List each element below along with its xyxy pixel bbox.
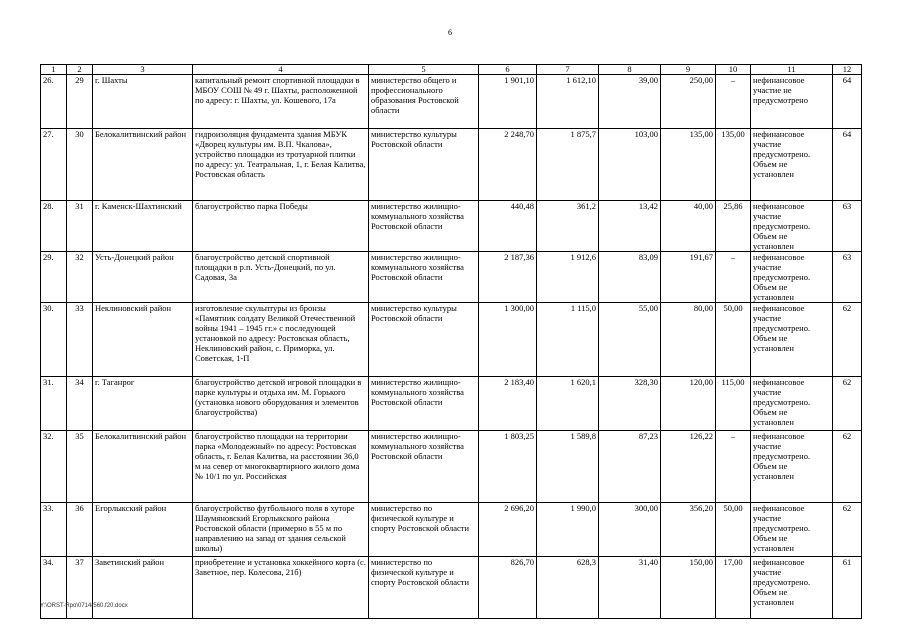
header-cell: 12 <box>833 65 862 75</box>
cell-col9: 356,20 <box>661 503 716 557</box>
cell-col12: 64 <box>833 75 862 129</box>
cell-col12: 63 <box>833 252 862 303</box>
cell-col8: 13,42 <box>599 201 661 252</box>
cell-col2: 37 <box>67 557 93 619</box>
cell-col1: 29. <box>41 252 67 303</box>
cell-col6: 1 803,25 <box>479 431 537 503</box>
header-cell: 3 <box>93 65 193 75</box>
cell-col4: благоустройство футбольного поля в хуторе Шаумяновский Егорлыкского района Ростовской области (примерно в 55 м по направлению на запад от здания сельской школы) <box>193 503 369 557</box>
cell-col5: министерство жилищно-коммунального хозяйства Ростовской области <box>369 252 479 303</box>
cell-col8: 39,00 <box>599 75 661 129</box>
cell-col11: нефинансовое участие предусмотрено. Объем не установлен <box>751 303 833 377</box>
cell-col1: 32. <box>41 431 67 503</box>
cell-col9: 250,00 <box>661 75 716 129</box>
cell-col7: 361,2 <box>537 201 599 252</box>
header-cell: 9 <box>661 65 716 75</box>
cell-col3: г. Шахты <box>93 75 193 129</box>
cell-col12: 62 <box>833 377 862 431</box>
cell-col1: 34. <box>41 557 67 619</box>
cell-col4: благоустройство детской спортивной площадки в р.п. Усть-Донецкий, по ул. Садовая, 3а <box>193 252 369 303</box>
cell-col1: 31. <box>41 377 67 431</box>
cell-col2: 34 <box>67 377 93 431</box>
table-row <box>41 252 862 303</box>
file-path-footer: Y:\ORST-Rpo\0714r560.f20.docx <box>40 603 128 609</box>
cell-col3: Заветинский район <box>93 557 193 619</box>
cell-col9: 120,00 <box>661 377 716 431</box>
cell-col9: 150,00 <box>661 557 716 619</box>
cell-col11: нефинансовое участие не предусмотрено <box>751 75 833 129</box>
cell-col3: г. Таганрог <box>93 377 193 431</box>
cell-col5: министерство культуры Ростовской области <box>369 303 479 377</box>
cell-col6: 2 183,40 <box>479 377 537 431</box>
header-cell: 1 <box>41 65 67 75</box>
cell-col1: 27. <box>41 129 67 201</box>
cell-col11: нефинансовое участие предусмотрено. Объем не установлен <box>751 252 833 303</box>
cell-col9: 80,00 <box>661 303 716 377</box>
cell-col9: 135,00 <box>661 129 716 201</box>
cell-col10: 135,00 <box>716 129 751 201</box>
cell-col4: благоустройство площадки на территории парка «Молодежный» по адресу: Ростовская область, г. Белая Калитва, на расстоянии 36,0 м на север от многоквартирного жилого дома № 10/1 по ул. Российская <box>193 431 369 503</box>
cell-col7: 1 115,0 <box>537 303 599 377</box>
cell-col7: 1 612,10 <box>537 75 599 129</box>
cell-col8: 103,00 <box>599 129 661 201</box>
header-cell: 8 <box>599 65 661 75</box>
cell-col2: 35 <box>67 431 93 503</box>
cell-col2: 29 <box>67 75 93 129</box>
cell-col1: 33. <box>41 503 67 557</box>
cell-col9: 191,67 <box>661 252 716 303</box>
table-row <box>41 303 862 377</box>
cell-col2: 30 <box>67 129 93 201</box>
cell-col11: нефинансовое участие предусмотрено. Объем не установлен <box>751 431 833 503</box>
cell-col5: министерство общего и профессионального образования Ростовской области <box>369 75 479 129</box>
cell-col7: 1 875,7 <box>537 129 599 201</box>
cell-col10: 50,00 <box>716 503 751 557</box>
header-cell: 7 <box>537 65 599 75</box>
cell-col6: 1 300,00 <box>479 303 537 377</box>
header-cell: 6 <box>479 65 537 75</box>
cell-col9: 40,00 <box>661 201 716 252</box>
cell-col4: изготовление скульптуры из бронзы «Памятник солдату Великой Отечественной войны 1941 – 1945 гг.» с последующей установкой по адресу: Ростовская область, Неклиновский район, с. Приморка, ул. Советская, 1-П <box>193 303 369 377</box>
cell-col2: 31 <box>67 201 93 252</box>
table-row <box>41 503 862 557</box>
cell-col12: 62 <box>833 431 862 503</box>
cell-col11: нефинансовое участие предусмотрено. Объем не установлен <box>751 557 833 619</box>
table-row <box>41 129 862 201</box>
cell-col4: капитальный ремонт спортивной площадки в МБОУ СОШ № 49 г. Шахты, расположенной по адресу: г. Шахты, ул. Кошевого, 17а <box>193 75 369 129</box>
cell-col6: 1 901,10 <box>479 75 537 129</box>
cell-col6: 2 187,36 <box>479 252 537 303</box>
header-cell: 11 <box>751 65 833 75</box>
table-row <box>41 377 862 431</box>
cell-col10: – <box>716 75 751 129</box>
page-number: 6 <box>448 28 452 37</box>
header-cell: 2 <box>67 65 93 75</box>
cell-col5: министерство жилищно-коммунального хозяйства Ростовской области <box>369 377 479 431</box>
cell-col5: министерство жилищно-коммунального хозяйства Ростовской области <box>369 431 479 503</box>
cell-col4: гидроизоляция фундамента здания МБУК «Дворец культуры им. В.П. Чкалова», устройство площадки из тротуарной плитки по адресу: ул. Театральная, 1, г. Белая Калитва, Ростовская область <box>193 129 369 201</box>
cell-col8: 300,00 <box>599 503 661 557</box>
cell-col12: 63 <box>833 201 862 252</box>
cell-col10: 115,00 <box>716 377 751 431</box>
cell-col2: 33 <box>67 303 93 377</box>
cell-col10: 25,86 <box>716 201 751 252</box>
cell-col2: 36 <box>67 503 93 557</box>
cell-col12: 62 <box>833 303 862 377</box>
header-cell: 10 <box>716 65 751 75</box>
cell-col6: 2 248,70 <box>479 129 537 201</box>
table-row <box>41 431 862 503</box>
cell-col4: благоустройство детской игровой площадки в парке культуры и отдыха им. М. Горького (установка нового оборудования и элементов благоустройства) <box>193 377 369 431</box>
cell-col12: 64 <box>833 129 862 201</box>
header-cell: 5 <box>369 65 479 75</box>
cell-col12: 62 <box>833 503 862 557</box>
table-row <box>41 201 862 252</box>
cell-col1: 30. <box>41 303 67 377</box>
cell-col10: 50,00 <box>716 303 751 377</box>
cell-col3: Неклиновский район <box>93 303 193 377</box>
data-table <box>40 64 862 619</box>
cell-col7: 1 589,8 <box>537 431 599 503</box>
cell-col6: 826,70 <box>479 557 537 619</box>
cell-col10: 17,00 <box>716 557 751 619</box>
cell-col3: Белокалитвинский район <box>93 431 193 503</box>
cell-col5: министерство жилищно-коммунального хозяйства Ростовской области <box>369 201 479 252</box>
cell-col9: 126,22 <box>661 431 716 503</box>
cell-col7: 1 912,6 <box>537 252 599 303</box>
cell-col3: Белокалитвинский район <box>93 129 193 201</box>
cell-col12: 61 <box>833 557 862 619</box>
table-row <box>41 557 862 619</box>
cell-col1: 26. <box>41 75 67 129</box>
cell-col3: Усть-Донецкий район <box>93 252 193 303</box>
cell-col5: министерство по физической культуре и спорту Ростовской области <box>369 557 479 619</box>
table-row <box>41 75 862 129</box>
cell-col8: 55,00 <box>599 303 661 377</box>
cell-col4: благоустройство парка Победы <box>193 201 369 252</box>
cell-col2: 32 <box>67 252 93 303</box>
cell-col3: г. Каменск-Шахтинский <box>93 201 193 252</box>
cell-col8: 31,40 <box>599 557 661 619</box>
cell-col6: 2 696,20 <box>479 503 537 557</box>
cell-col8: 87,23 <box>599 431 661 503</box>
cell-col10: – <box>716 431 751 503</box>
cell-col7: 1 620,1 <box>537 377 599 431</box>
cell-col7: 628,3 <box>537 557 599 619</box>
cell-col8: 328,30 <box>599 377 661 431</box>
cell-col10: – <box>716 252 751 303</box>
cell-col11: нефинансовое участие предусмотрено. Объем не установлен <box>751 503 833 557</box>
header-row <box>41 65 862 75</box>
cell-col5: министерство по физической культуре и спорту Ростовской области <box>369 503 479 557</box>
cell-col1: 28. <box>41 201 67 252</box>
header-cell: 4 <box>193 65 369 75</box>
cell-col11: нефинансовое участие предусмотрено. Объем не установлен <box>751 201 833 252</box>
cell-col11: нефинансовое участие предусмотрено. Объем не установлен <box>751 129 833 201</box>
cell-col5: министерство культуры Ростовской области <box>369 129 479 201</box>
cell-col3: Егорлыкский район <box>93 503 193 557</box>
cell-col8: 83,09 <box>599 252 661 303</box>
cell-col6: 440,48 <box>479 201 537 252</box>
cell-col11: нефинансовое участие предусмотрено. Объем не установлен <box>751 377 833 431</box>
cell-col4: приобретение и установка хоккейного корта (с. Заветное, пер. Колесова, 21б) <box>193 557 369 619</box>
cell-col7: 1 990,0 <box>537 503 599 557</box>
